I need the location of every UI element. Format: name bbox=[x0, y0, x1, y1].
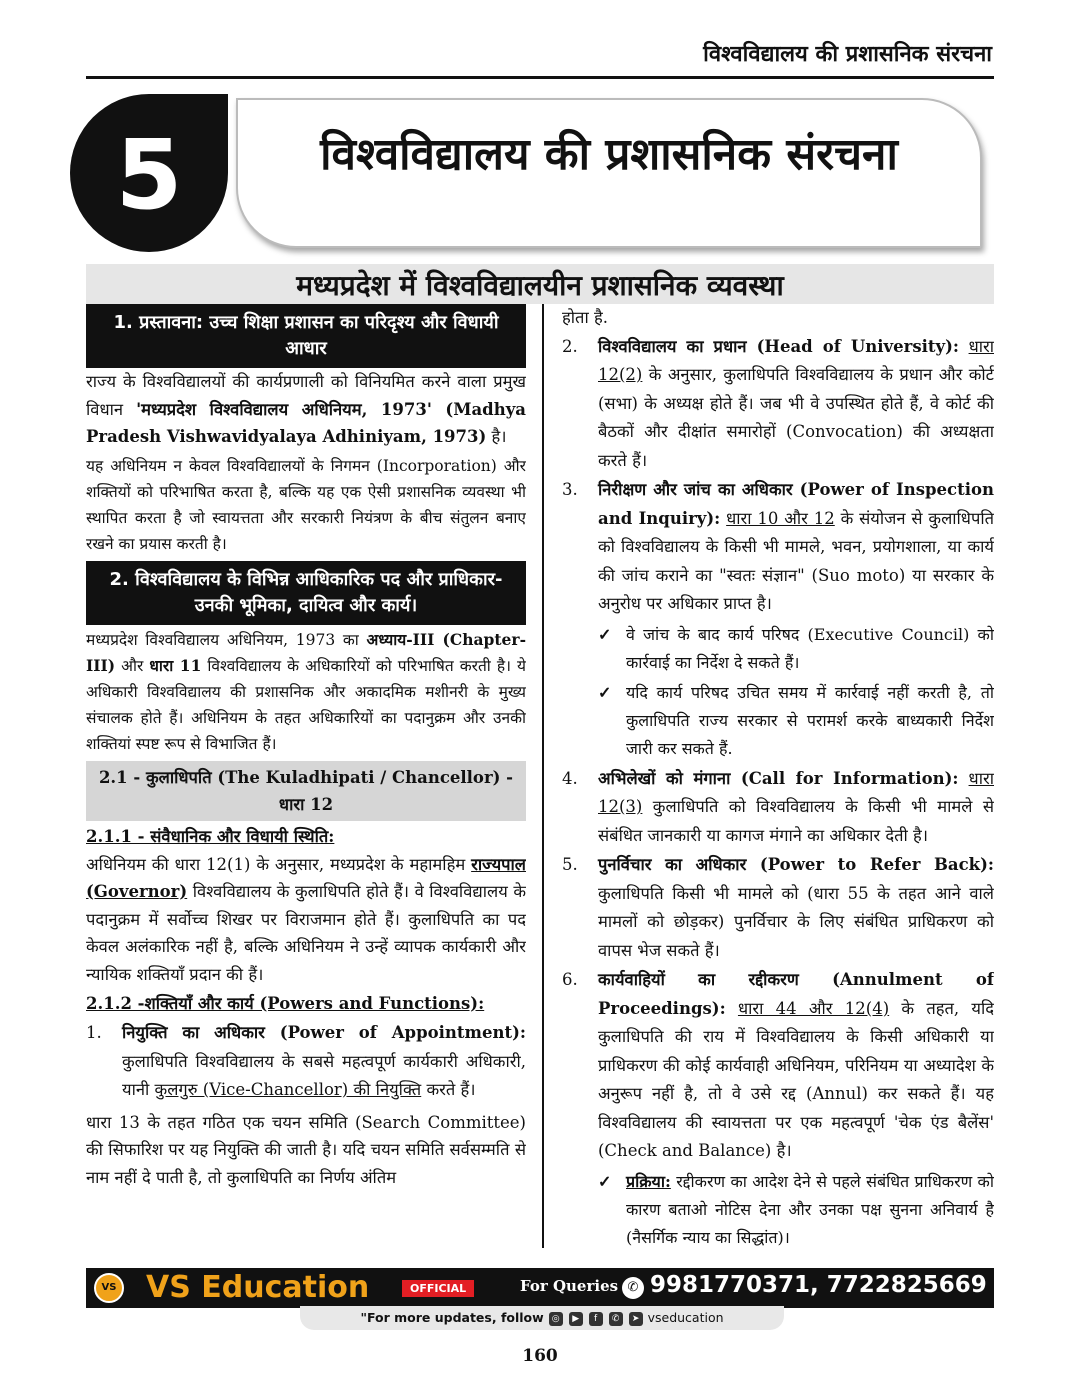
subsection-2-1-2-heading: 2.1.2 -शक्तियाँ और कार्य (Powers and Functions): bbox=[86, 994, 485, 1013]
follow-strip bbox=[300, 1306, 784, 1330]
queries-label: For Queries bbox=[520, 1277, 619, 1295]
list-item: 4. अभिलेखों को मंगाना (Call for Information): धारा 12(3) कुलाधिपति को विश्वविद्यालय के किसी भी मामले से संबंधित जानकारी या कागज मंगाने का अधिकार देती है। bbox=[562, 768, 994, 845]
header-rule bbox=[86, 76, 994, 79]
subsection-2-1-heading: 2.1 - कुलाधिपति (The Kuladhipati / Chancellor) - धारा 12 bbox=[86, 761, 526, 821]
list-item: 6. कार्यवाहियों का रद्दीकरण (Annulment of Proceedings): धारा 44 और 12(4) के तहत, यदि कुलाधिपति की राय में विश्वविद्यालय के किसी अधिकारी या प्राधिकरण की कोई कार्यवाही अधिनियम, परिनियम या अध्यादेश के अनुरूप नहीं है, तो वे उसे रद्द (Annul) कर सकते हैं। यह विश्वविद्यालय की स्वायत्तता पर एक महत्वपूर्ण 'चेक एंड बैलेंस' (Check and Balance) है। bbox=[562, 970, 994, 1160]
youtube-icon[interactable]: ▶ bbox=[569, 1312, 583, 1326]
list-item: 1. नियुक्ति का अधिकार (Power of Appointment): कुलाधिपति विश्वविद्यालय के सबसे महत्वपूर्ण कार्यकारी अधिकारी, यानी कुलगुरु (Vice-Chancellor) की नियुक्ति करते हैं। bbox=[86, 1023, 526, 1099]
column-divider bbox=[542, 304, 544, 1248]
social-handle[interactable]: vseducation bbox=[647, 1310, 724, 1325]
chapter-title: विश्वविद्यालय की प्रशासनिक संरचना bbox=[320, 129, 898, 180]
list-item: 3. निरीक्षण और जांच का अधिकार (Power of Inspection and Inquiry): धारा 10 और 12 के संयोजन से कुलाधिपति को विश्वविद्यालय के किसी भी मामले, भवन, प्रयोगशाला, या कार्य की जांच कराने का "स्वतः संज्ञान" (Suo moto) या सरकार के अनुरोध पर अधिकार प्राप्त है। bbox=[562, 480, 994, 613]
follow-text: "For more updates, follow bbox=[360, 1310, 544, 1325]
chapter-number: 5 bbox=[115, 119, 183, 231]
section-2-heading: 2. विश्वविद्यालय के विभिन्न आधिकारिक पद और प्राधिकार- उनकी भूमिका, दायित्व और कार्य। bbox=[86, 561, 526, 625]
section-band-title: मध्यप्रदेश में विश्वविद्यालयीन प्रशासनिक व्यवस्था bbox=[296, 269, 784, 302]
vs-logo-icon: VS bbox=[94, 1273, 124, 1303]
act-purpose-paragraph: यह अधिनियम न केवल विश्वविद्यालयों के निगमन (Incorporation) और शक्तियों को परिभाषित करता है, बल्कि यह एक ऐसी प्रशासनिक व्यवस्था भी स्थापित करता है जो स्वायत्तता और सरकारी नियंत्रण के बीच संतुलन बनाए रखने का प्रयास करती है। bbox=[86, 456, 526, 553]
section-1-heading: 1. प्रस्तावना: उच्च शिक्षा प्रशासन का परिदृश्य और विधायी आधार bbox=[86, 304, 526, 368]
subsection-2-1-1-heading: 2.1.1 - संवैधानिक और विधायी स्थिति: bbox=[86, 826, 335, 846]
whatsapp-icon[interactable]: ✆ bbox=[609, 1312, 623, 1326]
officers-paragraph: मध्यप्रदेश विश्वविद्यालय अधिनियम, 1973 का अध्याय-III (Chapter-III) और धारा 11 विश्वविद्यालय के अधिकारियों को परिभाषित करती है। ये अधिकारी विश्वविद्यालय की प्रशासनिक और अकादमिक मशीनरी के मुख्य संचालक होते हैं। अधिनियम के तहत अधिकारियों का पदानुक्रम और उनकी शक्तियां स्पष्ट रूप से विभाजित हैं। bbox=[86, 629, 526, 753]
instagram-icon[interactable]: ◎ bbox=[549, 1312, 563, 1326]
telegram-icon[interactable]: ➤ bbox=[629, 1312, 643, 1326]
whatsapp-icon: ✆ bbox=[622, 1277, 644, 1299]
phone-numbers: 9981770371, 7722825669 bbox=[650, 1272, 987, 1298]
checklist-item: ✓ यदि कार्य परिषद उचित समय में कार्रवाई नहीं करती है, तो कुलाधिपति राज्य सरकार से परामर्श करके बाध्यकारी निर्देश जारी कर सकते हैं. bbox=[598, 679, 994, 763]
running-head-title: विश्वविद्यालय की प्रशासनिक संरचना bbox=[703, 42, 992, 67]
brand-name: VS Education bbox=[146, 1270, 370, 1305]
facebook-icon[interactable]: f bbox=[589, 1312, 603, 1326]
list-item: 2. विश्वविद्यालय का प्रधान (Head of University): धारा 12(2) के अनुसार, कुलाधिपति विश्वविद्यालय के प्रधान और कोर्ट (सभा) के अध्यक्ष होते हैं। जब भी वे उपस्थित होते हैं, वे कोर्ट की बैठकों और दीक्षांत समारोहों (Convocation) की अध्यक्षता करते हैं। bbox=[562, 336, 994, 470]
check-icon: ✓ bbox=[598, 1171, 612, 1191]
continued-text: होता है. bbox=[562, 308, 608, 327]
chancellor-status-paragraph: अधिनियम की धारा 12(1) के अनुसार, मध्यप्रदेश के महामहिम राज्यपाल (Governor) विश्वविद्यालय के कुलाधिपति होते हैं। वे विश्वविद्यालय के पदानुक्रम में सर्वोच्च शिखर पर विराजमान होते हैं। कुलाधिपति का पद केवल अलंकारिक नहीं है, बल्कि अधिनियम ने उन्हें व्यापक कार्यकारी और न्यायिक शक्तियाँ प्रदान की हैं। bbox=[86, 854, 526, 984]
act-name: 'मध्यप्रदेश विश्वविद्यालय अधिनियम, 1973' (Madhya Pradesh Vishwavidyalaya Adhiniyam, 1973) bbox=[86, 399, 526, 446]
intro-paragraph: राज्य के विश्वविद्यालयों की कार्यप्रणाली को विनियमित करने वाला प्रमुख विधान 'मध्यप्रदेश विश्वविद्यालय अधिनियम, 1973' (Madhya Pradesh Vishwavidyalaya Adhiniyam, 1973) है। bbox=[86, 372, 526, 446]
check-icon: ✓ bbox=[598, 624, 612, 644]
search-committee-paragraph: धारा 13 के तहत गठित एक चयन समिति (Search Committee) की सिफारिश पर यह नियुक्ति की जाती है। यदि चयन समिति सर्वसम्मति से नाम नहीं दे पाती है, तो कुलाधिपति का निर्णय अंतिम bbox=[86, 1112, 526, 1187]
checklist-item: ✓ वे जांच के बाद कार्य परिषद (Executive Council) को कार्रवाई का निर्देश दे सकते हैं। bbox=[598, 621, 994, 677]
list-item: 5. पुनर्विचार का अधिकार (Power to Refer Back): कुलाधिपति किसी भी मामले को (धारा 55 के तहत आने वाले मामलों को छोड़कर) पुनर्विचार के लिए संबंधित प्राधिकरण को वापस भेज सकते हैं। bbox=[562, 855, 994, 960]
check-icon: ✓ bbox=[598, 682, 612, 702]
official-badge: OFFICIAL bbox=[402, 1280, 474, 1297]
right-column bbox=[562, 304, 994, 1248]
checklist-item: ✓ प्रक्रिया: रद्दीकरण का आदेश देने से पहले संबंधित प्राधिकरण को कारण बताओ नोटिस देना और उनका पक्ष सुनना अनिवार्य है (नैसर्गिक न्याय का सिद्धांत)। bbox=[598, 1168, 994, 1249]
footer-banner bbox=[86, 1268, 994, 1308]
page-number: 160 bbox=[522, 1346, 558, 1366]
left-column bbox=[86, 304, 526, 1244]
